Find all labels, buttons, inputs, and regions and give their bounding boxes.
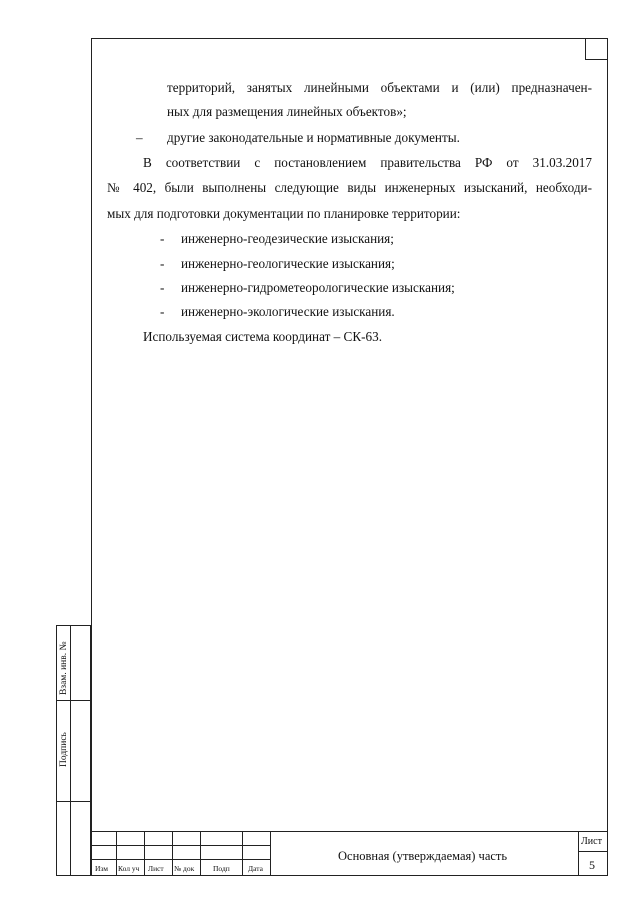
side-strip-row-line <box>56 801 91 802</box>
title-block-row-line <box>91 845 270 846</box>
title-block-col-line <box>172 831 173 876</box>
side-stamp-strip <box>56 625 91 876</box>
list-item: инженерно-геологические изыскания; <box>181 256 395 271</box>
title-block-col-line <box>116 831 117 876</box>
col-n-dok: № док <box>174 864 195 873</box>
title-block-col-line <box>144 831 145 876</box>
vzam-inv-label: Взам. инв. № <box>59 641 69 695</box>
col-data: Дата <box>248 864 263 873</box>
paragraph-line-2: № 402, были выполнены следующие виды инженерных изысканий, необходи- <box>107 180 592 195</box>
side-strip-row-line <box>56 700 91 701</box>
col-podp: Подп <box>213 864 230 873</box>
title-block-col-line <box>242 831 243 876</box>
list-bullet: - <box>160 231 165 246</box>
list-item: инженерно-экологические изыскания. <box>181 304 395 319</box>
list-item: инженерно-геодезические изыскания; <box>181 231 394 246</box>
title-block-col-line <box>270 831 271 876</box>
sheet-label: Лист <box>581 836 602 847</box>
corner-stamp-box <box>585 38 608 60</box>
list-item: инженерно-гидрометеорологические изыскания; <box>181 280 455 295</box>
sheet-cell-line <box>578 851 608 852</box>
col-list: Лист <box>148 864 164 873</box>
continuation-line-2: ных для размещения линейных объектов»; <box>167 104 407 119</box>
document-title: Основная (утверждаемая) часть <box>338 849 508 863</box>
title-block-row-line <box>91 859 270 860</box>
list-bullet: - <box>160 304 165 319</box>
paragraph-line-1: В соответствии с постановлением правительства РФ от 31.03.2017 <box>143 155 592 170</box>
sheet-number: 5 <box>589 858 595 872</box>
side-strip-divider <box>70 625 71 876</box>
list-bullet: - <box>160 256 165 271</box>
col-izm: Изм <box>95 864 109 873</box>
title-block-col-line <box>578 831 579 876</box>
podpis-label: Подпись <box>59 732 69 767</box>
paragraph-line-3: мых для подготовки документации по планировке территории: <box>107 206 461 221</box>
title-block <box>91 831 608 876</box>
col-kol-uch: Кол уч <box>118 864 140 873</box>
title-block-col-line <box>200 831 201 876</box>
other-documents-item: другие законодательные и нормативные документы. <box>167 130 460 145</box>
list-dash: – <box>136 130 143 145</box>
continuation-line-1: территорий, занятых линейными объектами и (или) предназначен- <box>167 80 592 95</box>
list-bullet: - <box>160 280 165 295</box>
coordinate-system-line: Используемая система координат – СК-63. <box>143 329 383 344</box>
title-block-top-line <box>91 831 608 832</box>
